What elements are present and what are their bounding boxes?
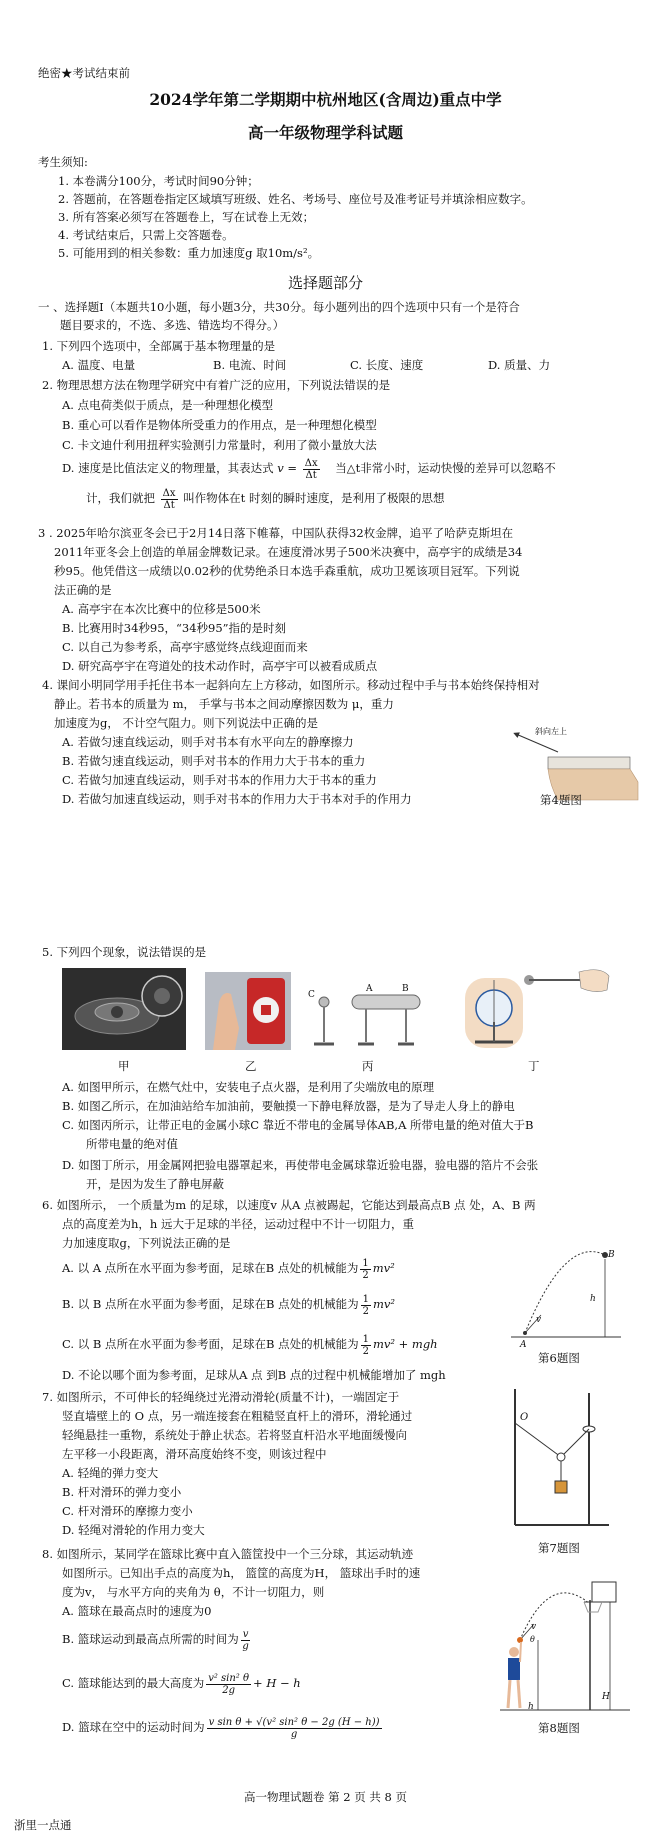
q4-option-d: D. 若做匀加速直线运动，则手对书本的作用力大于书本对手的作用力 [62,792,412,806]
q5-option-b: B. 如图乙所示，在加油站给车加油前，要触摸一下静电释放器，是为了导走人身上的静电 [62,1099,515,1113]
q5-fig-b: B [402,984,409,994]
q7-option-a: A. 轻绳的弹力变大 [62,1466,159,1480]
q2-option-d-line2 [86,484,444,512]
q8-fig-v: v [531,1622,537,1632]
q6-line1: 6. 如图所示， 一个质量为m 的足球，以速度v 从A 点被踢起，它能达到最高点B 点 处，A、B 两 [42,1198,536,1212]
q5-option-a: A. 如图甲所示，在燃气灶中，安装电子点火器，是利用了尖端放电的原理 [62,1080,435,1094]
q2-d-text1: D. 速度是比值法定义的物理量，其表达式 [62,461,274,475]
q2-d-text3: 计，我们就把 [86,491,155,505]
q5-fig-c: C [308,990,315,1000]
q4-option-c: C. 若做匀加速直线运动，则手对书本的作用力大于书本的重力 [62,773,377,787]
q2-d-v: v = [277,461,298,475]
q4-line3: 加速度为g， 不计空气阻力。则下列说法中正确的是 [54,716,319,730]
q6-line3: 力加速度取g，下列说法正确的是 [62,1236,231,1250]
q8-fig-theta: θ [530,1635,535,1644]
q7-line3: 轻绳悬挂一重物，系统处于静止状态。若将竖直杆沿水平地面缓慢向 [62,1428,407,1442]
q7-line4: 左平移一小段距离，滑环高度始终不变，则该过程中 [62,1447,327,1461]
q1-option-d: D. 质量、力 [488,358,551,372]
q2-d-frac1: $\frac{\Delta x}{\Delta t}$ [304,457,318,481]
q1-option-c: C. 长度、速度 [350,358,424,372]
q5-label-yi: 乙 [245,1059,257,1073]
q3-line4: 法正确的是 [54,583,112,597]
q7-figure [505,1385,615,1535]
notice-heading: 考生须知: [38,155,88,169]
q6-line2: 点的高度差为h，h 远大于足球的半径，运动过程中不计一切阻力，重 [62,1217,414,1231]
q5-option-c-line2: 所带电量的绝对值 [86,1137,178,1151]
q8-line3: 度为v， 与水平方向的夹角为 θ，不计一切阻力，则 [62,1585,325,1599]
q6-caption: 第6题图 [538,1351,580,1365]
q6-fig-h: h [590,1294,596,1304]
corner-watermark: 浙里一点通 [14,1818,72,1832]
q2-option-a: A. 点电荷类似于质点，是一种理想化模型 [62,398,274,412]
q3-option-d: D. 研究高亭宇在弯道处的技术动作时，高亭宇可以被看成质点 [62,659,378,673]
q2-option-b: B. 重心可以看作是物体所受重力的作用点，是一种理想化模型 [62,418,377,432]
q6-option-c: C. 以 B 点所在水平面为参考面，足球在B 点处的机械能为 $\frac{1}{2}$ mv² + mgh [62,1333,438,1357]
q5-stem: 5. 下列四个现象，说法错误的是 [42,945,207,959]
q4-caption: 第4题图 [540,793,582,807]
q7-line2: 竖直墙壁上的 O 点，另一端连接套在粗糙竖直杆上的滑环，滑轮通过 [62,1409,413,1423]
q6-option-d: D. 不论以哪个面为参考面，足球从A 点 到B 点的过程中机械能增加了 mgh [62,1368,446,1382]
q2-d-frac2: $\frac{\Delta x}{\Delta t}$ [162,487,176,511]
notice-item-1: 1. 本卷满分100分，考试时间90分钟； [58,174,259,188]
notice-item-5: 5. 可能用到的相关参数：重力加速度g 取10m/s²。 [58,246,320,260]
q8-fig-H: H [602,1692,610,1702]
q8-fig-h: h [528,1702,534,1712]
q6-fig-b: B [608,1250,615,1260]
q5-figure-ding [455,960,615,1050]
q3-line1: 3 . 2025年哈尔滨亚冬会已于2月14日落下帷幕，中国队获得32枚金牌，追平了哈萨克斯坦在 [38,526,514,540]
q8-option-b: B. 篮球运动到最高点所需的时间为 $\frac{v}{g}$ [62,1628,249,1652]
notice-item-3: 3. 所有答案必须写在答题卷上，写在试卷上无效； [58,210,315,224]
part1-line1: 一 、选择题Ⅰ（本题共10小题，每小题3分，共30分。每小题列出的四个选项中只有一个是符合 [38,300,520,314]
part1-line2: 题目要求的，不选、多选、错选均不得分。） [60,318,285,332]
q4-fig-label: 斜向左上 [535,727,567,736]
q8-figure [490,1570,635,1720]
secret-label: 绝密★考试结束前 [38,66,130,80]
q1-stem: 1. 下列四个选项中，全部属于基本物理量的是 [42,339,276,353]
q6-option-a: A. 以 A 点所在水平面为参考面，足球在B 点处的机械能为 $\frac{1}{2}$ mv² [62,1257,395,1281]
q1-option-a: A. 温度、电量 [62,358,136,372]
q2-d-text2: 当△t非常小时，运动快慢的差异可以忽略不 [335,461,556,475]
q5-label-ding: 丁 [528,1059,540,1073]
q7-fig-o: O [520,1412,529,1423]
notice-item-2: 2. 答题前，在答题卷指定区域填写班级、姓名、考场号、座位号及准考证号并填涂相应数字。 [58,192,533,206]
q5-option-d-line1: D. 如图丁所示，用金属网把验电器罩起来，再使带电金属球靠近验电器，验电器的箔片不会张 [62,1158,539,1172]
q6-fig-v: v [536,1315,542,1325]
notice-item-4: 4. 考试结束后，只需上交答题卷。 [58,228,234,242]
q7-option-d: D. 轻绳对滑轮的作用力变大 [62,1523,205,1537]
q8-option-c: C. 篮球能达到的最大高度为 $\frac{\text{v² sin² θ}}{2g}$ + H − h [62,1672,301,1696]
exam-title: 2024学年第二学期期中杭州地区(含周边)重点中学 [149,90,502,109]
q3-option-b: B. 比赛用时34秒95，“34秒95”指的是时刻 [62,621,287,635]
q3-line2: 2011年亚冬会上创造的单届金牌数记录。在速度滑冰男子500米决赛中，高亭宇的成绩是34 [54,545,523,559]
q3-option-a: A. 高亭宇在本次比赛中的位移是500米 [62,602,261,616]
q2-option-c: C. 卡文迪什利用扭秤实验测引力常量时，利用了微小量放大法 [62,438,377,452]
q5-figure-yi [205,972,291,1050]
exam-subtitle: 高一年级物理学科试题 [247,123,403,142]
q5-label-jia: 甲 [118,1059,130,1073]
q8-option-a: A. 篮球在最高点时的速度为0 [62,1604,212,1618]
q7-option-b: B. 杆对滑环的弹力变小 [62,1485,182,1499]
q5-label-bing: 丙 [362,1059,374,1073]
q3-option-c: C. 以自己为参考系，高亭宇感觉终点线迎面而来 [62,640,308,654]
section-title: 选择题部分 [287,274,363,292]
q7-option-c: C. 杆对滑环的摩擦力变小 [62,1504,193,1518]
q4-line2: 静止。若书本的质量为 m， 手掌与书本之间动摩擦因数为 μ，重力 [54,697,394,711]
page-footer: 高一物理试题卷 第 2 页 共 8 页 [243,1790,408,1804]
q1-option-b: B. 电流、时间 [213,358,287,372]
q5-fig-a: A [366,984,373,994]
q5-option-d-line2: 开，是因为发生了静电屏蔽 [86,1177,224,1191]
q8-line2: 如图所示。已知出手点的高度为h， 篮筐的高度为H， 篮球出手时的速 [62,1566,421,1580]
q2-d-text4: 叫作物体在t 时刻的瞬时速度，是利用了极限的思想 [183,491,445,505]
q6-figure [505,1245,625,1345]
q7-caption: 第7题图 [538,1541,580,1555]
q6-option-b: B. 以 B 点所在水平面为参考面，足球在B 点处的机械能为 $\frac{1}{2}$ mv² [62,1293,396,1317]
q2-option-d-line1 [62,454,556,482]
q4-line1: 4. 课间小明同学用手托住书本一起斜向左上方移动，如图所示。移动过程中手与书本始终保持相对 [42,678,540,692]
q8-option-d: D. 篮球在空中的运动时间为 $\frac{\text{v sin θ + √(v² sin² θ − 2g (H − h))}}{g}$ [62,1716,380,1740]
q2-stem: 2. 物理思想方法在物理学研究中有着广泛的应用，下列说法错误的是 [42,378,391,392]
q5-option-c-line1: C. 如图丙所示，让带正电的金属小球C 靠近不带电的金属导体AB,A 所带电量的绝对值大于B [62,1118,534,1132]
q6-fig-a: A [520,1340,527,1350]
q5-figure-jia [62,968,186,1050]
q8-caption: 第8题图 [538,1721,580,1735]
q4-option-a: A. 若做匀速直线运动，则手对书本有水平向左的静摩擦力 [62,735,354,749]
q7-line1: 7. 如图所示，不可伸长的轻绳绕过光滑动滑轮(质量不计)，一端固定于 [42,1390,400,1404]
q8-line1: 8. 如图所示，某同学在篮球比赛中直入篮筐投中一个三分球，其运动轨迹 [42,1547,414,1561]
q4-option-b: B. 若做匀速直线运动，则手对书本的作用力大于书本的重力 [62,754,366,768]
q3-line3: 秒95。他凭借这一成绩以0.02秒的优势绝杀日本选手森重航，成功卫冕该项目冠军。下列说 [54,564,520,578]
